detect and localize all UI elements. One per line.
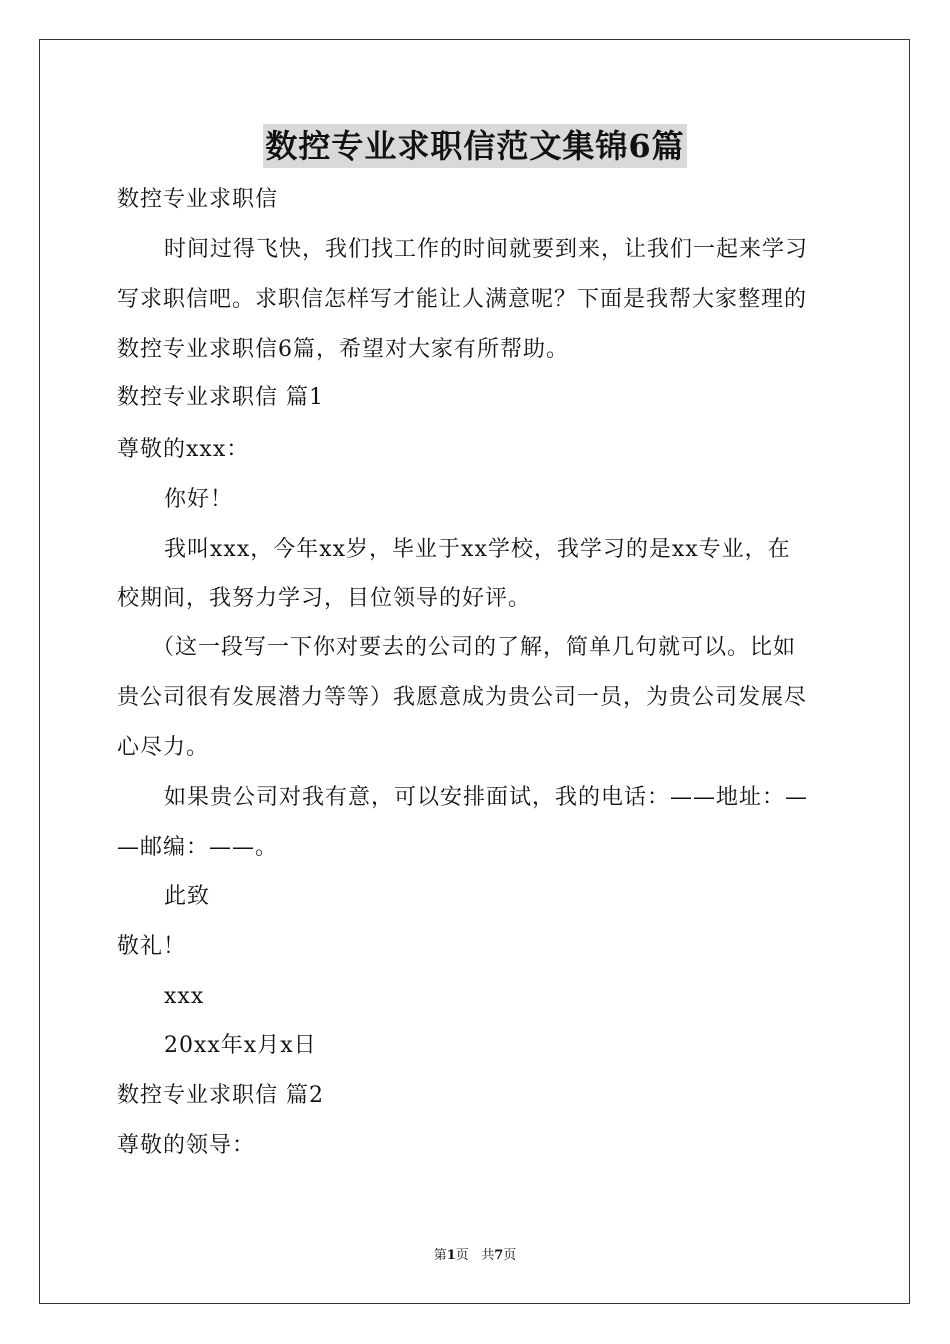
paragraph-line: 数控专业求职信6篇，希望对大家有所帮助。 xyxy=(117,337,569,362)
section-heading: 数控专业求职信 xyxy=(117,187,279,212)
paragraph-line: 时间过得飞快，我们找工作的时间就要到来，让我们一起来学习 xyxy=(164,237,809,262)
closing-line: 敬礼！ xyxy=(117,934,187,959)
salutation: 尊敬的领导： xyxy=(117,1133,256,1158)
signature-date: 20xx年x月x日 xyxy=(164,1033,317,1058)
signature-name: xxx xyxy=(164,984,205,1009)
closing-line: 此致 xyxy=(164,884,211,909)
page-current: 1 xyxy=(446,1248,456,1263)
title-container xyxy=(0,124,950,168)
page-label-prefix: 第 xyxy=(433,1248,447,1263)
total-label-prefix: 共 xyxy=(481,1248,495,1263)
document-title: 数控专业求职信范文集锦6篇 xyxy=(263,124,686,168)
paragraph-line: （这一段写一下你对要去的公司的了解，简单几句就可以。比如 xyxy=(152,635,797,660)
paragraph-line: 心尽力。 xyxy=(117,735,210,760)
section-heading: 数控专业求职信 篇2 xyxy=(117,1083,324,1108)
paragraph-line: —邮编：——。 xyxy=(117,835,279,860)
paragraph-line: 校期间，我努力学习，目位领导的好评。 xyxy=(117,586,532,611)
page-total: 7 xyxy=(494,1248,504,1263)
page-label-mid: 页 xyxy=(455,1248,469,1263)
paragraph-line: 写求职信吧。求职信怎样写才能让人满意呢？下面是我帮大家整理的 xyxy=(117,287,808,312)
paragraph-line: 贵公司很有发展潜力等等）我愿意成为贵公司一员，为贵公司发展尽 xyxy=(117,685,808,710)
salutation: 尊敬的xxx： xyxy=(117,437,250,462)
total-label-suffix: 页 xyxy=(503,1248,517,1263)
paragraph-line: 我叫xxx，今年xx岁，毕业于xx学校，我学习的是xx专业，在 xyxy=(164,537,791,562)
paragraph-line: 如果贵公司对我有意，可以安排面试，我的电话：——地址：— xyxy=(164,785,809,810)
page-footer xyxy=(0,1246,950,1266)
page-border xyxy=(39,39,910,1304)
section-heading: 数控专业求职信 篇1 xyxy=(117,385,324,410)
greeting: 你好！ xyxy=(164,487,234,512)
